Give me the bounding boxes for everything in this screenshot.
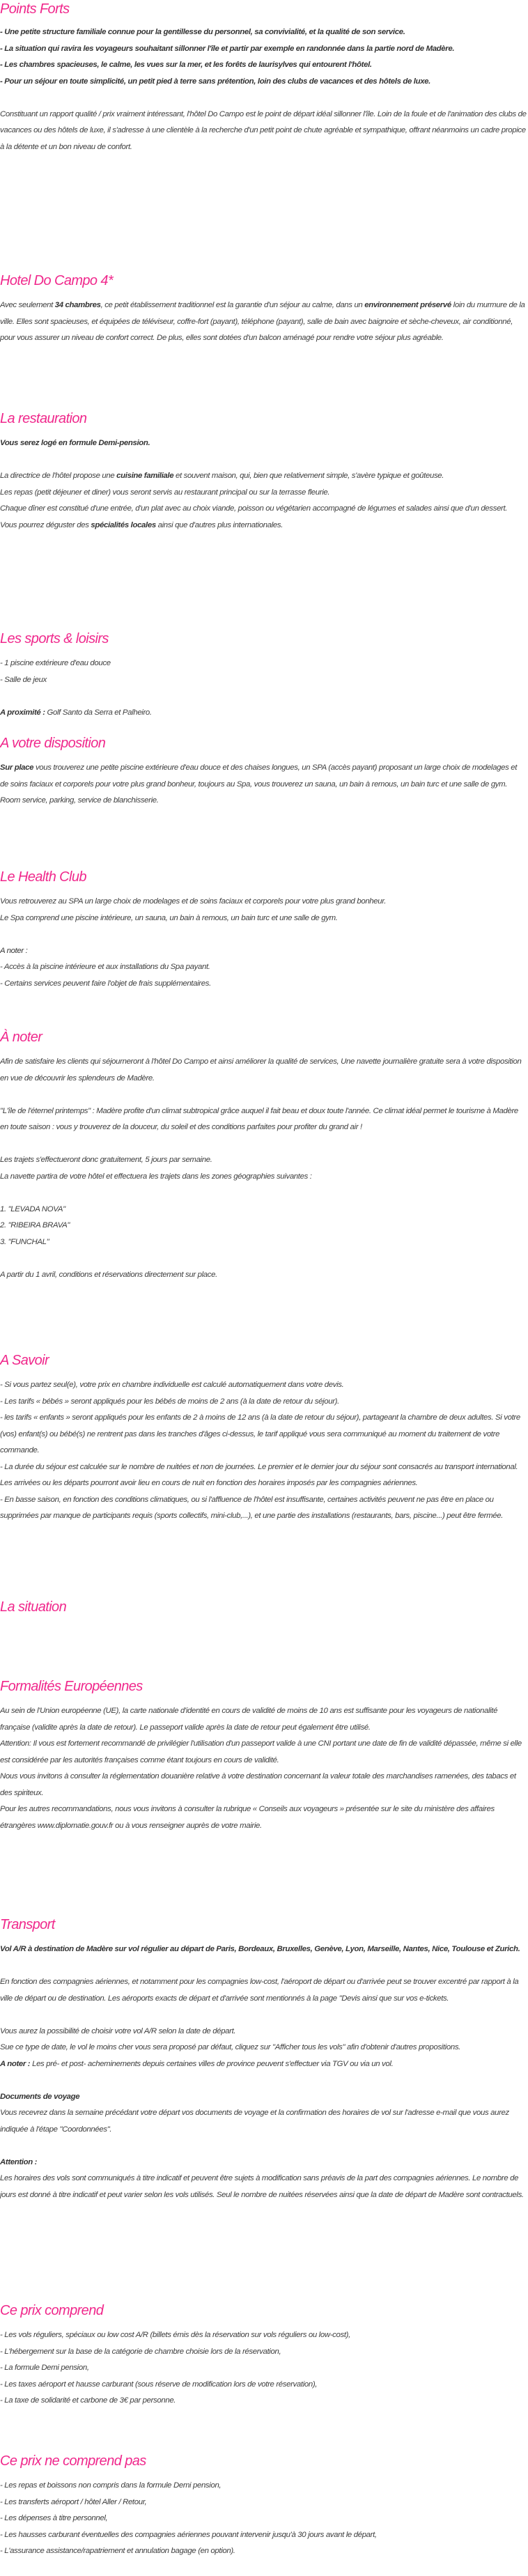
- formalities-paragraph: Attention: Il vous est fortement recommandé de privilégier l'utilisation d'un passeport valide à une CNI portant une date de fin de validité dépassée, même si elle est considérée par les autorités françaises comme étant toujours en cours de validité.: [0, 1739, 522, 1764]
- highlight-bullet: - Une petite structure familiale connue pour la gentillesse du personnel, sa convivialité, et la qualité de son service.: [0, 28, 405, 36]
- section-a-noter: [0, 1028, 527, 1283]
- formalities-paragraph: Au sein de l'Union européenne (UE), la carte nationale d'identité en cours de validité de moins de 10 ans est suffisante pour les voyageurs de nationalité française (validite après la date de retour). Le passeport valide après la date de retour peut également être utilisé.: [0, 1707, 498, 1732]
- section-price-excludes: [0, 2452, 527, 2560]
- attention-label: Attention :: [0, 2157, 38, 2166]
- formalities-paragraph: Nous vous invitons à consulter la réglementation douanière relative à votre destination concernant la valeur totale des marchandises ramenées, des tabacs et des spiriteux.: [0, 1772, 516, 1797]
- included-item: - Les vols réguliers, spéciaux ou low cost A/R (billets émis dès la réservation sur vols réguliers ou low-cost),: [0, 2331, 350, 2339]
- flight-info: Vol A/R à destination de Madère sur vol régulier au départ de Paris, Bordeaux, Bruxelles, Genève, Lyon, Marseille, Nantes, Nice, Toulouse et Zurich.: [0, 1945, 520, 1953]
- section-price-includes: [0, 2302, 527, 2410]
- shuttle-zone: 3. "FUNCHAL": [0, 1237, 49, 1246]
- highlight-bullet: - Les chambres spacieuses, le calme, les vues sur la mer, et les forêts de laurisylves qui entourent l'hôtel.: [0, 61, 372, 69]
- shuttle-zones-intro: La navette partira de votre hôtel et effectuera les trajets dans les zones géographies suivantes :: [0, 1172, 312, 1181]
- transport-paragraph: Vous aurez la possibilité de choisir votre vol A/R selon la date de départ.: [0, 2026, 236, 2035]
- included-item: - L'hébergement sur la base de la catégorie de chambre choisie lors de la réservation,: [0, 2347, 281, 2356]
- section-hotel: [0, 272, 527, 347]
- restaurant-paragraph: La directrice de l'hôtel propose une cuisine familiale et souvent maison, qui, bien que relativement simple, s'avère typique et goûteuse.: [0, 472, 444, 480]
- note-item: - Accès à la piscine intérieure et aux installations du Spa payant.: [0, 963, 210, 971]
- formalities-paragraph: Pour les autres recommandations, nous vous invitons à consulter la rubrique « Conseils aux voyageurs » présentée sur le site du ministère des affaires étrangères www.diplomatie.gouv.fr ou à vous renseigner auprès de votre mairie.: [0, 1805, 495, 1830]
- info-item: - La durée du séjour est calculée sur le nombre de nuitées et non de journées. Le premier et le dernier jour du séjour sont consacrés au transport international. Les arrivées ou les départs pourront avoir lieu en cours de nuit en fonction des horaires imposés par les compagnies aériennes.: [0, 1462, 518, 1487]
- attention-text: Les horaires des vols sont communiqués à titre indicatif et peuvent être sujets à modification sans préavis de la part des compagnies aériennes. Le nombre de jours est donné à titre indicatif et peut varier selon les vols utilisés. Seul le nombre de nuitées réservées ainsi que la date de départ de Madère sont contractuels.: [0, 2174, 524, 2199]
- section-title: A Savoir: [0, 1353, 49, 1368]
- shuttle-schedule: Les trajets s'effectueront donc gratuitement, 5 jours par semaine.: [0, 1156, 212, 1164]
- sports-item: - Salle de jeux: [0, 675, 47, 684]
- nearby-line: A proximité : Golf Santo da Serra et Palheiro.: [0, 708, 152, 717]
- section-a-savoir: [0, 1351, 527, 1525]
- health-paragraph: Vous retrouverez au SPA un large choix de modelages et de soins faciaux et corporels pour votre plus grand bonheur.: [0, 897, 387, 906]
- section-health-club: [0, 868, 527, 992]
- section-formalites: [0, 1677, 527, 1834]
- section-situation: [0, 1598, 527, 1616]
- intro-paragraph: Constituant un rapport qualité / prix vraiment intéressant, l'hôtel Do Campo est le point de départ idéal sillonner l'île. Loin de la foule et de l'animation des clubs de vacances ou des hôtels de luxe, il s'adresse à une clientèle à la recherche d'un petit point de chute agréable et sympathique, offrant néanmoins un cadre propice à la détente et un bon niveau de confort.: [0, 109, 527, 151]
- travel-documents-text: Vous recevrez dans la semaine précédant votre départ vos documents de voyage et la confirmation des horaires de vol sur l'adresse e-mail que vous aurez indiquée à l'étape "Coordonnées".: [0, 2109, 509, 2134]
- info-item: - Si vous partez seul(e), votre prix en chambre individuelle est calculé automatiquement dans votre devis.: [0, 1381, 344, 1389]
- excluded-item: - Les repas et boissons non compris dans la formule Demi pension,: [0, 2481, 222, 2490]
- excluded-item: - Les dépenses à titre personnel,: [0, 2514, 108, 2522]
- shuttle-conditions: A partir du 1 avril, conditions et réservations directement sur place.: [0, 1270, 217, 1279]
- section-title: Les sports & loisirs: [0, 631, 109, 646]
- note-item: - Certains services peuvent faire l'objet de frais supplémentaires.: [0, 979, 211, 988]
- climate-paragraph: "L'île de l'éternel printemps" : Madère profite d'un climat subtropical grâce auquel il fait beau et doux toute l'année. Ce climat idéal permet le tourisme à Madère en toute saison : vous y trouverez de la douceur, du soleil et des conditions parfaites pour profiter du grand air !: [0, 1106, 518, 1131]
- section-title: Points Forts: [0, 1, 70, 17]
- travel-documents-label: Documents de voyage: [0, 2092, 80, 2101]
- shuttle-zone: 1. "LEVADA NOVA": [0, 1204, 65, 1213]
- info-item: - Les tarifs « bébés » seront appliqués pour les bébés de moins de 2 ans (à la date de retour du séjour).: [0, 1397, 339, 1406]
- hotel-paragraph: Avec seulement 34 chambres, ce petit établissement traditionnel est la garantie d'un séjour au calme, dans un environnement préservé loin du murmure de la ville. Elles sont spacieuses, et équipées de téléviseur, coffre-fort (payant), téléphone (payant), salle de bain avec baignoire et sèche-cheveux, air conditionné, pour vous assurer un niveau de confort correct. De plus, elles sont dotées d'un balcon aménagé pour rendre votre séjour plus agréable.: [0, 301, 525, 342]
- health-paragraph: Le Spa comprend une piscine intérieure, un sauna, un bain à remous, un bain turc et une salle de gym.: [0, 913, 338, 922]
- transport-paragraph: Sue ce type de date, le vol le moins cher vous sera proposé par défaut, cliquez sur "Afficher tous les vols" afin d'obtenir d'autres propositions.: [0, 2043, 460, 2051]
- section-title: Ce prix comprend: [0, 2303, 104, 2318]
- note-label: A noter :: [0, 946, 28, 955]
- info-item: - les tarifs « enfants » seront appliqués pour les enfants de 2 à moins de 12 ans (à la date de retour du séjour), partageant la chambre de deux adultes. Si votre (vos) enfant(s) ou bébé(s) ne rentrent pas dans les tranches d'âges ci-dessus, le tarif appliqué vous sera communiqué au moment du traitement de votre commande.: [0, 1413, 520, 1454]
- disposition-paragraph: Sur place vous trouverez une petite piscine extérieure d'eau douce et des chaises longues, un SPA (accès payant) proposant un large choix de modelages et de soins faciaux et corporels pour votre plus grand bonheur, toujours au Spa, vous trouverez un sauna, un bain à remous, un bain turc et une salle de gym.: [0, 763, 518, 789]
- section-points-forts: [0, 0, 527, 155]
- section-title: A votre disposition: [0, 736, 106, 751]
- restaurant-paragraph: Chaque dîner est constitué d'une entrée, d'un plat avec au choix viande, poisson ou végétarien accompagné de légumes et salades ainsi que d'un dessert.: [0, 504, 508, 513]
- section-title: À noter: [0, 1030, 42, 1045]
- disposition-services: Room service, parking, service de blanchisserie.: [0, 796, 159, 805]
- section-disposition: [0, 734, 527, 809]
- section-restauration: [0, 410, 527, 534]
- section-title: Hotel Do Campo 4*: [0, 273, 114, 288]
- board-formula: Vous serez logé en formule Demi-pension.: [0, 439, 150, 447]
- restaurant-paragraph: Vous pourrez déguster des spécialités locales ainsi que d'autres plus internationales.: [0, 520, 284, 529]
- included-item: - La taxe de solidarité et carbone de 3€ par personne.: [0, 2396, 176, 2405]
- excluded-item: - Les hausses carburant éventuelles des compagnies aériennes pouvant intervenir jusqu'à 30 jours avant le départ,: [0, 2530, 377, 2539]
- section-title: La situation: [0, 1599, 67, 1615]
- excluded-item: - L'assurance assistance/rapatriement et annulation bagage (en option).: [0, 2547, 235, 2555]
- included-item: - Les taxes aéroport et hausse carburant (sous réserve de modification lors de votre réservation),: [0, 2380, 318, 2389]
- section-transport: [0, 1916, 527, 2203]
- restaurant-paragraph: Les repas (petit déjeuner et diner) vous seront servis au restaurant principal ou sur la terrasse fleurie.: [0, 488, 330, 497]
- shuttle-zone: 2. "RIBEIRA BRAVA": [0, 1221, 70, 1229]
- section-title: Formalités Européennes: [0, 1679, 143, 1694]
- section-sports-loisirs: [0, 630, 527, 721]
- shuttle-paragraph: Afin de satisfaire les clients qui séjourneront à l'hôtel Do Campo et ainsi améliorer la qualité de services, Une navette journalière gratuite sera à votre disposition en vue de découvrir les splendeurs de Madère.: [0, 1057, 522, 1083]
- sports-item: - 1 piscine extérieure d'eau douce: [0, 659, 111, 667]
- section-title: Transport: [0, 1917, 55, 1932]
- excluded-item: - Les transferts aéroport / hôtel Aller / Retour,: [0, 2497, 147, 2506]
- section-title: La restauration: [0, 411, 87, 426]
- transport-paragraph: En fonction des compagnies aériennes, et notamment pour les compagnies low-cost, l'aéroport de départ ou d'arrivée peut se trouver excentré par rapport à la ville de départ ou de destination. Les aéroports exacts de départ et d'arrivée sont mentionnés à la page "Devis ainsi que sur vos e-tickets.: [0, 1978, 519, 2003]
- section-title: Ce prix ne comprend pas: [0, 2453, 146, 2469]
- section-title: Le Health Club: [0, 869, 86, 885]
- info-item: - En basse saison, en fonction des conditions climatiques, ou si l'affluence de l'hôtel est insuffisante, certaines activités peuvent ne pas être en place ou supprimées par manque de participants requis (sports collectifs, mini-club,...), et une partie des installations (restaurants, bars, piscine...) peut être fermée.: [0, 1495, 504, 1520]
- transport-note: A noter : Les pré- et post- acheminements depuis certaines villes de province peuvent s'effectuer via TGV ou via un vol.: [0, 2059, 394, 2068]
- highlight-bullet: - La situation qui ravira les voyageurs souhaitant sillonner l'île et partir par exemple en randonnée dans la partie nord de Madère.: [0, 44, 455, 53]
- included-item: - La formule Demi pension,: [0, 2364, 89, 2372]
- highlight-bullet: - Pour un séjour en toute simplicité, un petit pied à terre sans prétention, loin des clubs de vacances et des hôtels de luxe.: [0, 77, 430, 86]
